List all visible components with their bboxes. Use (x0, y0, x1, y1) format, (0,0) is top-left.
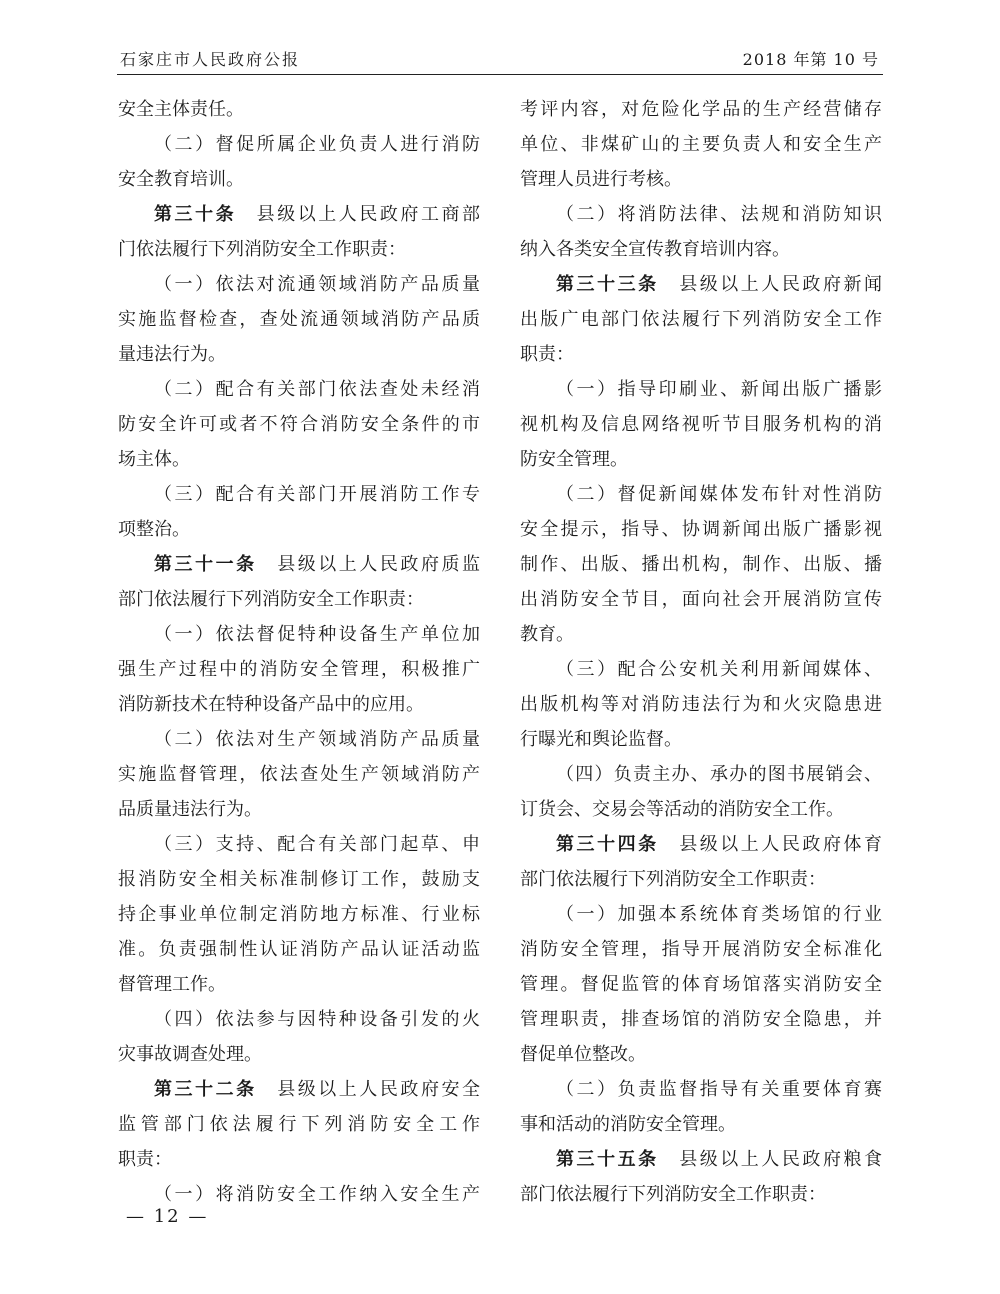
line-text: 管理。督促监管的体育场馆落实消防安全 (520, 974, 882, 995)
line-text: 视机构及信息网络视听节目服务机构的消 (520, 414, 882, 435)
line-text: 监管部门依法履行下列消防安全工作 (118, 1114, 480, 1135)
text-line (520, 617, 882, 652)
right-column (520, 92, 882, 1212)
text-line (520, 302, 882, 337)
text-line (520, 337, 882, 372)
text-line (118, 1142, 480, 1177)
page-header (117, 46, 883, 76)
text-line (520, 372, 882, 407)
article-heading: 第三十一条 (154, 554, 257, 575)
line-text: 门依法履行下列消防安全工作职责： (118, 239, 406, 260)
line-text: 订货会、交易会等活动的消防安全工作。 (520, 799, 844, 820)
text-line (520, 442, 882, 477)
text-line (118, 687, 480, 722)
line-text: 县级以上人民政府工商部 (236, 204, 480, 225)
line-text: 准。负责强制性认证消防产品认证活动监 (118, 939, 480, 960)
line-text: （二）负责监督指导有关重要体育赛 (556, 1079, 882, 1100)
line-text: （一）将消防安全工作纳入安全生产 (154, 1184, 480, 1205)
text-line (118, 407, 480, 442)
line-text: （三）配合有关部门开展消防工作专 (154, 484, 480, 505)
line-text: 部门依法履行下列消防安全工作职责： (520, 1184, 826, 1205)
text-line (520, 197, 882, 232)
text-line (118, 232, 480, 267)
text-line (118, 652, 480, 687)
text-line (520, 687, 882, 722)
text-line (520, 967, 882, 1002)
text-line (118, 1002, 480, 1037)
line-text: （一）加强本系统体育类场馆的行业 (556, 904, 882, 925)
text-line (520, 162, 882, 197)
text-line (118, 477, 480, 512)
text-line (520, 1002, 882, 1037)
text-line (118, 582, 480, 617)
line-text: 单位、非煤矿山的主要负责人和安全生产 (520, 134, 882, 155)
text-line (520, 547, 882, 582)
line-text: 报消防安全相关标准制修订工作，鼓励支 (118, 869, 480, 890)
text-line (118, 757, 480, 792)
line-text: 部门依法履行下列消防安全工作职责： (118, 589, 424, 610)
text-line (118, 512, 480, 547)
line-text: （二）督促新闻媒体发布针对性消防 (556, 484, 882, 505)
text-line (118, 547, 480, 582)
issue-number: 2018 年第 10 号 (742, 50, 879, 69)
line-text: （二）配合有关部门依法查处未经消 (154, 379, 480, 400)
line-text: 灾事故调查处理。 (118, 1044, 262, 1065)
text-line (520, 722, 882, 757)
line-text: （四）负责主办、承办的图书展销会、 (556, 764, 882, 785)
text-line (118, 1107, 480, 1142)
text-line (118, 1037, 480, 1072)
text-line (118, 337, 480, 372)
text-line (520, 407, 882, 442)
text-line (118, 162, 480, 197)
line-text: 安全提示，指导、协调新闻出版广播影视 (520, 519, 882, 540)
line-text: 防安全管理。 (520, 449, 628, 470)
line-text: （二）依法对生产领域消防产品质量 (154, 729, 480, 750)
line-text: 实施监督管理，依法查处生产领域消防产 (118, 764, 480, 785)
article-heading: 第三十三条 (556, 274, 659, 295)
page-number: — 12 — (126, 1206, 209, 1227)
text-line (520, 92, 882, 127)
line-text: 消防安全管理，指导开展消防安全标准化 (520, 939, 882, 960)
text-line (520, 1142, 882, 1177)
text-line (118, 92, 480, 127)
line-text: 场主体。 (118, 449, 190, 470)
text-line (520, 862, 882, 897)
line-text: 督管理工作。 (118, 974, 226, 995)
line-text: 制作、出版、播出机构，制作、出版、播 (520, 554, 882, 575)
line-text: 出版机构等对消防违法行为和火灾隐患进 (520, 694, 882, 715)
text-line (118, 617, 480, 652)
line-text: 纳入各类安全宣传教育培训内容。 (520, 239, 790, 260)
text-line (520, 757, 882, 792)
header-rule (117, 74, 883, 75)
line-text: 行曝光和舆论监督。 (520, 729, 682, 750)
text-line (118, 932, 480, 967)
text-line (118, 862, 480, 897)
line-text: 安全教育培训。 (118, 169, 244, 190)
text-line (118, 302, 480, 337)
line-text: 安全主体责任。 (118, 99, 244, 120)
text-line (118, 792, 480, 827)
line-text: 县级以上人民政府新闻 (658, 274, 882, 295)
line-text: 实施监督检查，查处流通领域消防产品质 (118, 309, 480, 330)
text-line (520, 1107, 882, 1142)
line-text: 职责： (520, 344, 574, 365)
line-text: 部门依法履行下列消防安全工作职责： (520, 869, 826, 890)
text-line (118, 827, 480, 862)
line-text: 出版广电部门依法履行下列消防安全工作 (520, 309, 882, 330)
text-line (520, 897, 882, 932)
line-text: 持企事业单位制定消防地方标准、行业标 (118, 904, 480, 925)
line-text: （三）配合公安机关利用新闻媒体、 (556, 659, 882, 680)
text-line (520, 1072, 882, 1107)
line-text: 强生产过程中的消防安全管理，积极推广 (118, 659, 480, 680)
line-text: 教育。 (520, 624, 574, 645)
line-text: （二）将消防法律、法规和消防知识 (556, 204, 882, 225)
line-text: （一）指导印刷业、新闻出版广播影 (556, 379, 882, 400)
text-line (520, 582, 882, 617)
line-text: 事和活动的消防安全管理。 (520, 1114, 736, 1135)
line-text: 考评内容，对危险化学品的生产经营储存 (520, 99, 882, 120)
text-line (520, 267, 882, 302)
line-text: （二）督促所属企业负责人进行消防 (154, 134, 480, 155)
text-line (118, 127, 480, 162)
line-text: 县级以上人民政府质监 (256, 554, 480, 575)
text-line (520, 792, 882, 827)
text-line (520, 512, 882, 547)
text-line (118, 722, 480, 757)
line-text: 县级以上人民政府安全 (256, 1079, 480, 1100)
text-line (520, 1037, 882, 1072)
text-line (118, 967, 480, 1002)
left-column (118, 92, 480, 1212)
text-line (118, 372, 480, 407)
article-heading: 第三十条 (154, 204, 237, 225)
line-text: 量违法行为。 (118, 344, 226, 365)
line-text: （四）依法参与因特种设备引发的火 (154, 1009, 480, 1030)
text-line (520, 652, 882, 687)
article-heading: 第三十五条 (556, 1149, 659, 1170)
line-text: （一）依法对流通领域消防产品质量 (154, 274, 480, 295)
line-text: 防安全许可或者不符合消防安全条件的市 (118, 414, 480, 435)
text-line (520, 1177, 882, 1212)
line-text: 管理人员进行考核。 (520, 169, 682, 190)
line-text: （一）依法督促特种设备生产单位加 (154, 624, 480, 645)
line-text: 县级以上人民政府体育 (658, 834, 882, 855)
text-line (118, 197, 480, 232)
text-line (520, 932, 882, 967)
line-text: 出消防安全节目，面向社会开展消防宣传 (520, 589, 882, 610)
line-text: 品质量违法行为。 (118, 799, 262, 820)
line-text: 消防新技术在特种设备产品中的应用。 (118, 694, 424, 715)
text-line (520, 477, 882, 512)
text-line (118, 897, 480, 932)
text-line (520, 127, 882, 162)
line-text: 县级以上人民政府粮食 (658, 1149, 882, 1170)
line-text: 职责： (118, 1149, 172, 1170)
article-heading: 第三十二条 (154, 1079, 257, 1100)
article-heading: 第三十四条 (556, 834, 659, 855)
text-line (118, 1072, 480, 1107)
text-line (118, 267, 480, 302)
publication-title: 石家庄市人民政府公报 (120, 50, 301, 69)
line-text: 督促单位整改。 (520, 1044, 646, 1065)
line-text: 项整治。 (118, 519, 190, 540)
text-line (520, 827, 882, 862)
text-line (118, 442, 480, 477)
line-text: （三）支持、配合有关部门起草、申 (154, 834, 480, 855)
line-text: 管理职责，排查场馆的消防安全隐患，并 (520, 1009, 882, 1030)
text-line (520, 232, 882, 267)
